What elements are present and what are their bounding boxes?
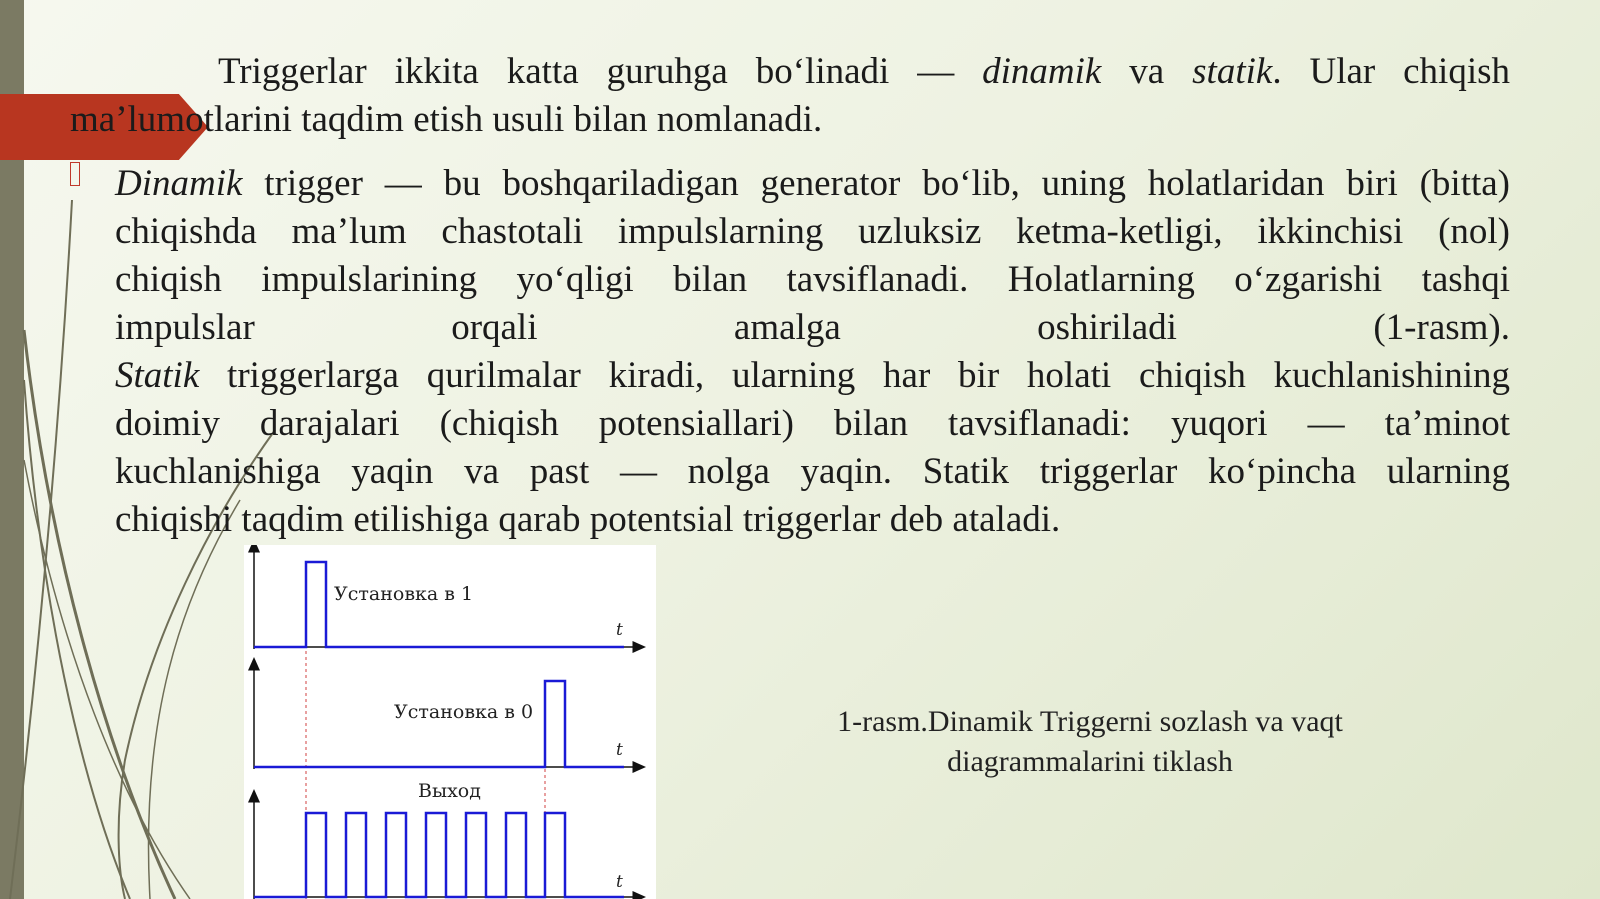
text-line: chiqish impulslarining yo‘qligi bilan tavsiflanadi. Holatlarning o‘zgarishi tashqi <box>115 259 1510 300</box>
dinamik-term: dinamik <box>982 51 1102 92</box>
line-text: triggerlarga qurilmalar kiradi, ularning har bir holati chiqish kuchlanishining <box>227 355 1510 396</box>
dinamik-heading: Dinamik <box>115 163 243 204</box>
text-line: chiqishi taqdim etilishiga qarab potentsial triggerlar deb ataladi. <box>115 499 1061 540</box>
intro-line2: ma’lumotlarini taqdim etish usuli bilan nomlanadi. <box>70 99 823 140</box>
caption-line-2: diagrammalarini tiklash <box>947 745 1233 778</box>
time-axis-label: t <box>616 740 623 760</box>
figure-caption <box>760 702 1420 782</box>
caption-line-1: 1-rasm.Dinamik Triggerni sozlash va vaqt <box>837 705 1343 738</box>
text-line <box>115 160 1510 208</box>
line-text: trigger — bu boshqariladigan generator bo‘lib, uning holatlaridan biri (bitta) <box>264 163 1511 204</box>
timing-diagram <box>244 545 656 899</box>
bullet-icon <box>70 162 80 186</box>
definitions-paragraph <box>115 160 1510 544</box>
set-to-one-label: Установка в 1 <box>334 583 474 605</box>
set-to-zero-label: Установка в 0 <box>394 701 534 723</box>
statik-term: statik <box>1192 51 1273 92</box>
text-line <box>115 352 1510 400</box>
intro-text: Triggerlar ikkita katta guruhga bo‘linadi — <box>218 51 955 92</box>
text-line: kuchlanishiga yaqin va past — nolga yaqin. Statik triggerlar ko‘pincha ularning <box>115 451 1510 492</box>
intro-tail: . Ular chiqish <box>1272 51 1511 92</box>
time-axis-label: t <box>616 620 623 640</box>
time-axis-label: t <box>616 872 623 892</box>
text-line: doimiy darajalari (chiqish potensiallari) bilan tavsiflanadi: yuqori — ta’minot <box>115 403 1510 444</box>
output-label: Выход <box>418 780 481 802</box>
text-line: chiqishda ma’lum chastotali impulslarning uzluksiz ketma-ketligi, ikkinchisi (nol) <box>115 211 1510 252</box>
statik-heading: Statik <box>115 355 200 396</box>
va-word: va <box>1129 51 1165 92</box>
text-line: impulslar orqali amalga oshiriladi (1-rasm). <box>115 307 1510 348</box>
intro-paragraph <box>70 48 1510 144</box>
